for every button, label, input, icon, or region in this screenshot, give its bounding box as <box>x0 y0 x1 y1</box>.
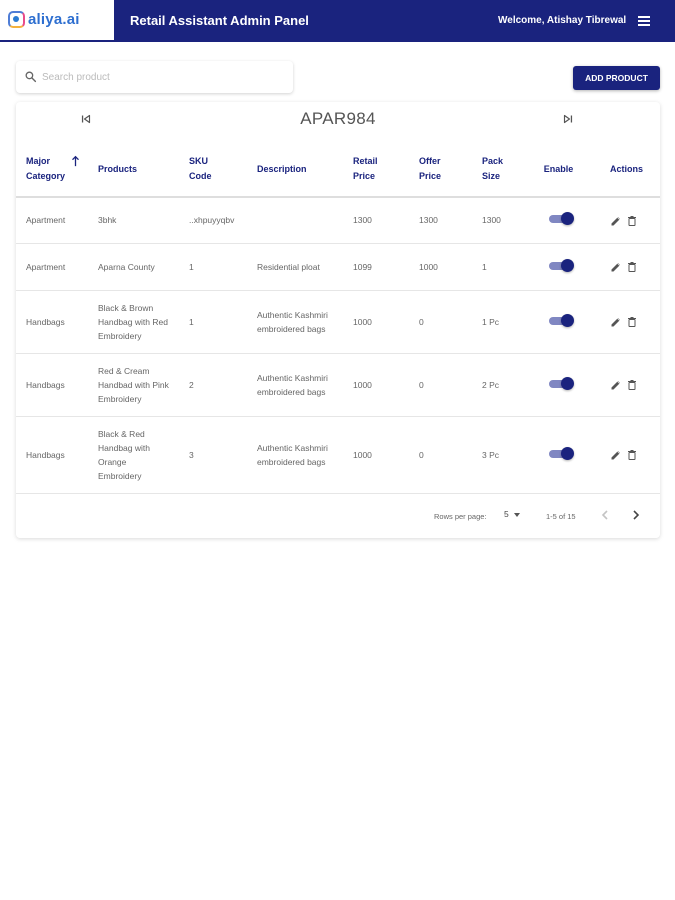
cell-actions <box>598 353 660 416</box>
cell-sku: 1 <box>189 290 257 353</box>
edit-pencil-icon[interactable] <box>610 379 622 391</box>
app-title: Retail Assistant Admin Panel <box>130 13 309 28</box>
column-header-enable[interactable] <box>533 142 598 197</box>
cell-retail-price: 1099 <box>353 243 419 290</box>
cell-product: Aparna County <box>98 243 189 290</box>
add-product-button[interactable]: ADD PRODUCT <box>573 66 660 90</box>
table-row[interactable] <box>16 290 660 353</box>
delete-trash-icon[interactable] <box>626 261 638 273</box>
cell-offer-price: 1000 <box>419 243 482 290</box>
cell-sku: 3 <box>189 416 257 493</box>
logo[interactable] <box>0 0 114 42</box>
cell-pack-size: 2 Pc <box>482 353 533 416</box>
cell-product: 3bhk <box>98 197 189 243</box>
column-header-offer-price[interactable] <box>419 142 482 197</box>
store-navigator <box>16 102 660 142</box>
column-header-major-category[interactable] <box>16 142 98 197</box>
cell-category: Handbags <box>16 353 98 416</box>
search-icon <box>24 70 37 83</box>
cell-description: Residential ploat <box>257 243 353 290</box>
cell-pack-size: 3 Pc <box>482 416 533 493</box>
cell-actions <box>598 197 660 243</box>
welcome-user-text: Welcome, Atishay Tibrewal <box>498 15 627 26</box>
menu-icon[interactable] <box>638 16 650 26</box>
chevron-left-icon[interactable] <box>599 508 611 522</box>
cell-product: Black & Brown Handbag with Red Embroidery <box>98 290 189 353</box>
cell-category: Handbags <box>16 416 98 493</box>
column-header-label: Enable <box>543 163 574 174</box>
cell-enable <box>533 353 598 416</box>
edit-pencil-icon[interactable] <box>610 261 622 273</box>
pagination-range: 1-5 of 15 <box>546 512 576 521</box>
cell-sku: ..xhpuyyqbv <box>189 197 257 243</box>
cell-pack-size: 1 Pc <box>482 290 533 353</box>
enable-toggle[interactable] <box>549 447 575 459</box>
column-header-sku-code[interactable] <box>189 142 257 197</box>
column-header-label: Actions <box>610 163 644 174</box>
table-row[interactable] <box>16 197 660 243</box>
sort-arrow-up-icon[interactable] <box>71 155 80 167</box>
column-header-label: Price <box>419 171 442 181</box>
cell-sku: 1 <box>189 243 257 290</box>
enable-toggle[interactable] <box>549 377 575 389</box>
cell-enable <box>533 243 598 290</box>
delete-trash-icon[interactable] <box>626 316 638 328</box>
column-header-label: Retail <box>353 156 378 166</box>
cell-actions <box>598 243 660 290</box>
table-header-row <box>16 142 660 197</box>
cell-actions <box>598 290 660 353</box>
cell-pack-size: 1300 <box>482 197 533 243</box>
cell-category: Apartment <box>16 243 98 290</box>
cell-description: Authentic Kashmiri embroidered bags <box>257 353 353 416</box>
column-header-products[interactable] <box>98 142 189 197</box>
column-header-label: Code <box>189 171 212 181</box>
store-code-title: APAR984 <box>300 109 376 128</box>
enable-toggle[interactable] <box>549 212 575 224</box>
cell-category: Apartment <box>16 197 98 243</box>
table-pagination <box>16 494 660 538</box>
top-app-bar <box>0 0 675 42</box>
delete-trash-icon[interactable] <box>626 215 638 227</box>
cell-retail-price: 1000 <box>353 353 419 416</box>
cell-retail-price: 1300 <box>353 197 419 243</box>
column-header-actions <box>598 142 660 197</box>
column-header-label: Price <box>353 171 376 181</box>
delete-trash-icon[interactable] <box>626 449 638 461</box>
cell-offer-price: 0 <box>419 290 482 353</box>
column-header-pack-size[interactable] <box>482 142 533 197</box>
cell-description: Authentic Kashmiri embroidered bags <box>257 416 353 493</box>
cell-enable <box>533 290 598 353</box>
cell-enable <box>533 197 598 243</box>
cell-product: Black & Red Handbag with Orange Embroidery <box>98 416 189 493</box>
logo-icon <box>8 11 25 28</box>
logo-text: aliya.ai <box>28 11 80 28</box>
column-header-label: Category <box>26 171 66 181</box>
cell-retail-price: 1000 <box>353 416 419 493</box>
column-header-label: Offer <box>419 156 441 166</box>
rows-per-page-value: 5 <box>504 509 509 519</box>
column-header-description[interactable] <box>257 142 353 197</box>
search-box[interactable] <box>16 61 293 93</box>
cell-offer-price: 1300 <box>419 197 482 243</box>
product-table <box>16 142 660 494</box>
table-row[interactable] <box>16 243 660 290</box>
enable-toggle[interactable] <box>549 259 575 271</box>
edit-pencil-icon[interactable] <box>610 316 622 328</box>
column-header-label: Size <box>482 171 501 181</box>
search-input[interactable] <box>42 67 282 87</box>
cell-description: Authentic Kashmiri embroidered bags <box>257 290 353 353</box>
cell-enable <box>533 416 598 493</box>
enable-toggle[interactable] <box>549 314 575 326</box>
cell-description <box>257 197 353 243</box>
edit-pencil-icon[interactable] <box>610 215 622 227</box>
cell-sku: 2 <box>189 353 257 416</box>
column-header-label: Products <box>98 163 138 174</box>
column-header-label: Description <box>257 163 307 174</box>
column-header-label: Major <box>26 156 51 166</box>
edit-pencil-icon[interactable] <box>610 449 622 461</box>
cell-pack-size: 1 <box>482 243 533 290</box>
cell-retail-price: 1000 <box>353 290 419 353</box>
cell-offer-price: 0 <box>419 416 482 493</box>
delete-trash-icon[interactable] <box>626 379 638 391</box>
column-header-label: Pack <box>482 156 504 166</box>
product-table-card <box>16 102 660 538</box>
table-row[interactable] <box>16 353 660 416</box>
rows-per-page-select[interactable] <box>504 509 526 523</box>
table-row[interactable] <box>16 416 660 493</box>
chevron-right-icon[interactable] <box>630 508 642 522</box>
column-header-label: SKU <box>189 156 209 166</box>
column-header-retail-price[interactable] <box>353 142 419 197</box>
last-page-icon[interactable] <box>561 112 575 126</box>
rows-per-page-label: Rows per page: <box>434 512 487 521</box>
cell-actions <box>598 416 660 493</box>
cell-category: Handbags <box>16 290 98 353</box>
cell-product: Red & Cream Handbad with Pink Embroidery <box>98 353 189 416</box>
dropdown-caret-icon <box>514 513 520 517</box>
cell-offer-price: 0 <box>419 353 482 416</box>
